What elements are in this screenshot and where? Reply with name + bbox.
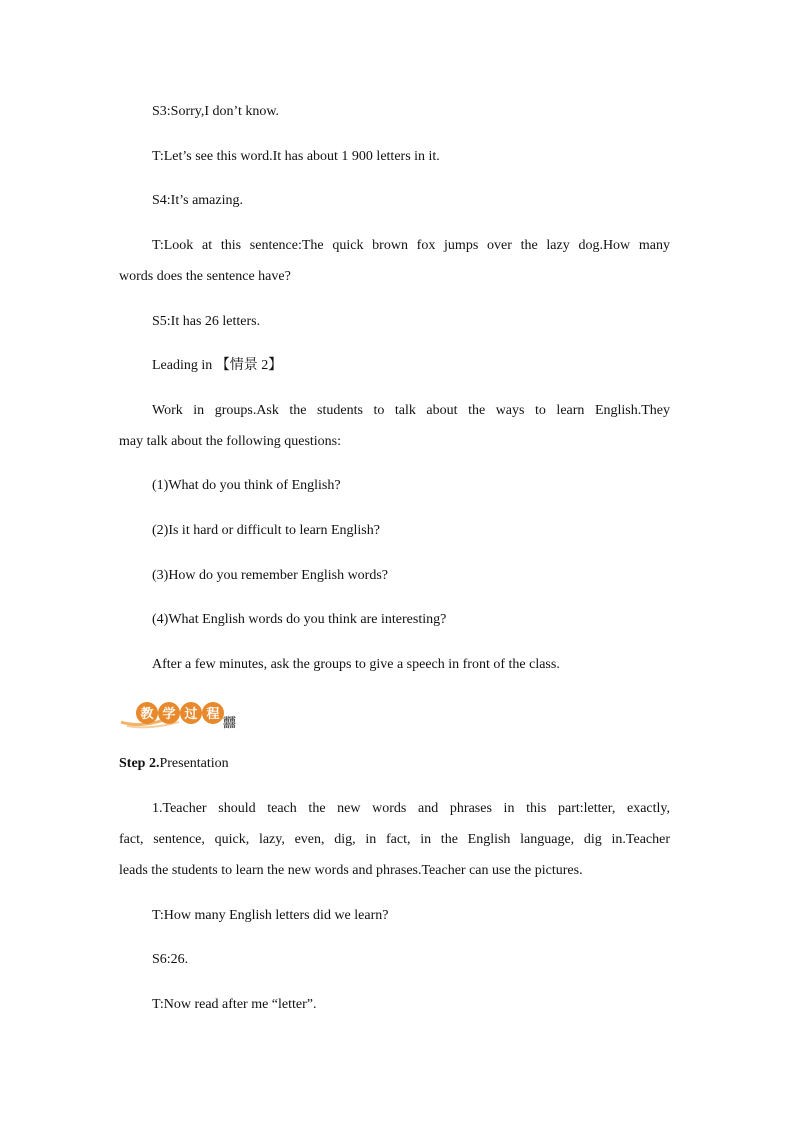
step-label: Step 2. <box>119 756 160 771</box>
teaching-process-banner <box>119 698 259 732</box>
group-work-paragraph: Work in groups.Ask the students to talk about the ways to learn English.They <box>152 403 670 418</box>
question-4: (4)What English words do you think are interesting? <box>152 612 447 627</box>
dialogue-line-t-letters: T:How many English letters did we learn? <box>152 908 389 923</box>
dialogue-line-t-word: T:Let’s see this word.It has about 1 900 letters in it. <box>152 149 440 164</box>
banner-tail-char: 䨻 <box>223 716 237 731</box>
presentation-paragraph-cont2: leads the students to learn the new words and phrases.Teacher can use the pictures. <box>119 863 583 878</box>
banner-badge-char: 程 <box>206 707 220 722</box>
dialogue-line-t-sentence: T:Look at this sentence:The quick brown fox jumps over the lazy dog.How many <box>152 238 670 253</box>
dialogue-line-t-sentence-cont: words does the sentence have? <box>119 269 291 284</box>
banner-badge-char: 过 <box>184 707 198 722</box>
step-heading <box>119 756 229 772</box>
banner-badge-char: 教 <box>140 707 154 722</box>
question-3: (3)How do you remember English words? <box>152 568 389 583</box>
question-1: (1)What do you think of English? <box>152 478 341 493</box>
dialogue-line-s5: S5:It has 26 letters. <box>152 314 261 329</box>
group-work-paragraph-cont: may talk about the following questions: <box>119 434 342 449</box>
question-2: (2)Is it hard or difficult to learn English? <box>152 523 380 538</box>
dialogue-line-t-read: T:Now read after me “letter”. <box>152 997 317 1012</box>
dialogue-line-s4: S4:It’s amazing. <box>152 193 243 208</box>
presentation-paragraph: 1.Teacher should teach the new words and phrases in this part:letter, exactly, <box>152 801 670 816</box>
dialogue-line-s3: S3:Sorry,I don’t know. <box>152 104 280 119</box>
speech-instruction: After a few minutes, ask the groups to give a speech in front of the class. <box>152 657 560 672</box>
step-title: Presentation <box>159 756 229 771</box>
banner-badge-char: 学 <box>162 707 176 722</box>
leading-in-heading: Leading in 【情景 2】 <box>152 358 283 373</box>
dialogue-line-s6: S6:26. <box>152 952 189 967</box>
presentation-paragraph-cont1: fact, sentence, quick, lazy, even, dig, in fact, in the English language, dig in.Teacher <box>119 832 670 847</box>
